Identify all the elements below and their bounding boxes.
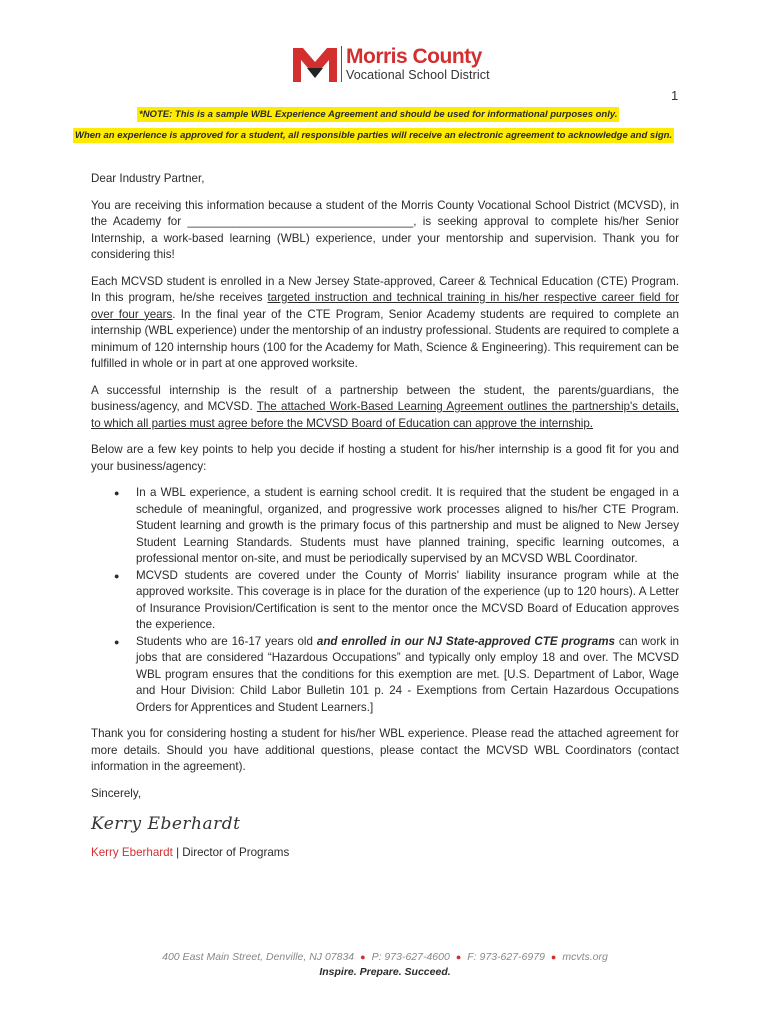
paragraph-cte-program bbox=[91, 274, 679, 373]
page-number: 1 bbox=[671, 88, 679, 103]
bullet3-emphasis: and enrolled in our NJ State-approved CTE programs bbox=[316, 634, 615, 648]
p2-underlined: targeted instruction and technical training in his/her respective career field for over four years bbox=[91, 291, 679, 321]
paragraph-thank-you: Thank you for considering hosting a student for his/her WBL experience. Please read the attached agreement for more details. Should you have additional questions, please contact the MCVSD WBL Coordinators (contact information in the agreement). bbox=[91, 727, 679, 773]
logo-divider bbox=[341, 46, 342, 82]
bullet-dot-icon: ● bbox=[455, 952, 462, 962]
paragraph-intro: You are receiving this information because a student of the Morris County Vocational School District (MCVSD), in the Academy for ___________________________________, is seeking approval to complete his/her Senior Internship, a work-based learning (WBL) experience, under your mentorship and supervision. Thank you for considering this! bbox=[91, 198, 679, 261]
footer bbox=[0, 950, 770, 980]
list-item bbox=[136, 634, 679, 717]
signer-line bbox=[91, 845, 679, 862]
mcvsd-logo-mark-icon bbox=[293, 46, 337, 82]
signer-name: Kerry Eberhardt bbox=[91, 845, 173, 859]
list-item: ● MCVSD students are covered under the County of Morris' liability insurance program while at the approved worksite. This coverage is in place for the duration of the experience (up to 120 hours). A Letter of Insurance Provision/Certification is sent to the mentor once the MCVSD Board of Education approves the experience. bbox=[136, 568, 679, 634]
signature: Kerry Eberhardt bbox=[91, 814, 241, 834]
p2-text-a: Each MCVSD student is enrolled in a New Jersey State-approved, Career & Technical Education (CTE) Program. In this program, he/she receives bbox=[91, 274, 679, 304]
p2-text-b: . In the final year of the CTE Program, Senior Academy students are required to complete an internship (WBL experience) under the mentorship of an industry professional. Students are required to complete a minimum of 120 internship hours (100 for the Academy for Math, Science & Engineering). This requirement can be fulfilled in whole or in part at one approved worksite. bbox=[91, 307, 679, 370]
footer-address: 400 East Main Street, Denville, NJ 07834 bbox=[162, 951, 355, 963]
footer-fax: F: 973-627-6979 bbox=[467, 951, 545, 963]
bullet-dot-icon: ● bbox=[550, 952, 557, 962]
logo-subtitle: Vocational School District bbox=[346, 68, 490, 82]
bullet3-text-b: can work in jobs that are considered “Hazardous Occupations” and typically only employ 18 and over. The MCVSD WBL program ensures that the conditions for this exemption are met. [U.S. Department of Labor, Wage and Hour Division: Child Labor Bulletin 101 p. 24 - Exemptions from Certain Hazardous Occupations Orders for Apprentices and Student Learners.] bbox=[136, 634, 679, 714]
logo-title: Morris County bbox=[346, 45, 482, 68]
footer-phone: P: 973-627-4600 bbox=[371, 951, 450, 963]
letter-body bbox=[91, 171, 679, 871]
p3-text-a: A successful internship is the result of a partnership between the student, the parents/guardians, the business/agency, and MCVSD. bbox=[91, 383, 679, 413]
bullet-dot-icon: ● bbox=[360, 952, 366, 962]
footer-tagline: Inspire. Prepare. Succeed. bbox=[319, 966, 451, 978]
greeting: Dear Industry Partner, bbox=[91, 172, 205, 185]
district-logo bbox=[293, 46, 490, 86]
paragraph-key-points: Below are a few key points to help you decide if hosting a student for his/her internship is a good fit for you and your business/agency: bbox=[91, 443, 679, 473]
note-electronic-agreement: When an experience is approved for a student, all responsible parties will receive an electronic agreement to acknowledge and sign. bbox=[75, 130, 673, 141]
list-item: ● In a WBL experience, a student is earning school credit. It is required that the student be engaged in a schedule of meaningful, organized, and progressive work processes aligned to his/her CTE Program. Student learning and growth is the primary focus of this partnership and must be aligned to New Jersey Student Learning Standards. Students must have planned training, specific learning outcomes, a professional mentor on-site, and must be periodically supervised by an MCVSD WBL Coordinator. bbox=[136, 485, 679, 568]
note-sample-disclaimer: *NOTE: This is a sample WBL Experience Agreement and should be used for informational purposes only. bbox=[139, 109, 618, 120]
footer-website[interactable]: mcvts.org bbox=[562, 951, 608, 963]
bullet3-text-a: Students who are 16-17 years old bbox=[136, 634, 317, 648]
signer-title: | Director of Programs bbox=[172, 845, 290, 859]
footer-contact-line bbox=[0, 950, 770, 965]
key-points-list bbox=[91, 485, 679, 716]
closing: Sincerely, bbox=[91, 786, 142, 800]
p3-underlined: The attached Work-Based Learning Agreement outlines the partnership's details, to which all parties must agree before the MCVSD Board of Education can approve the internship. bbox=[91, 400, 679, 430]
paragraph-partnership bbox=[91, 383, 679, 433]
